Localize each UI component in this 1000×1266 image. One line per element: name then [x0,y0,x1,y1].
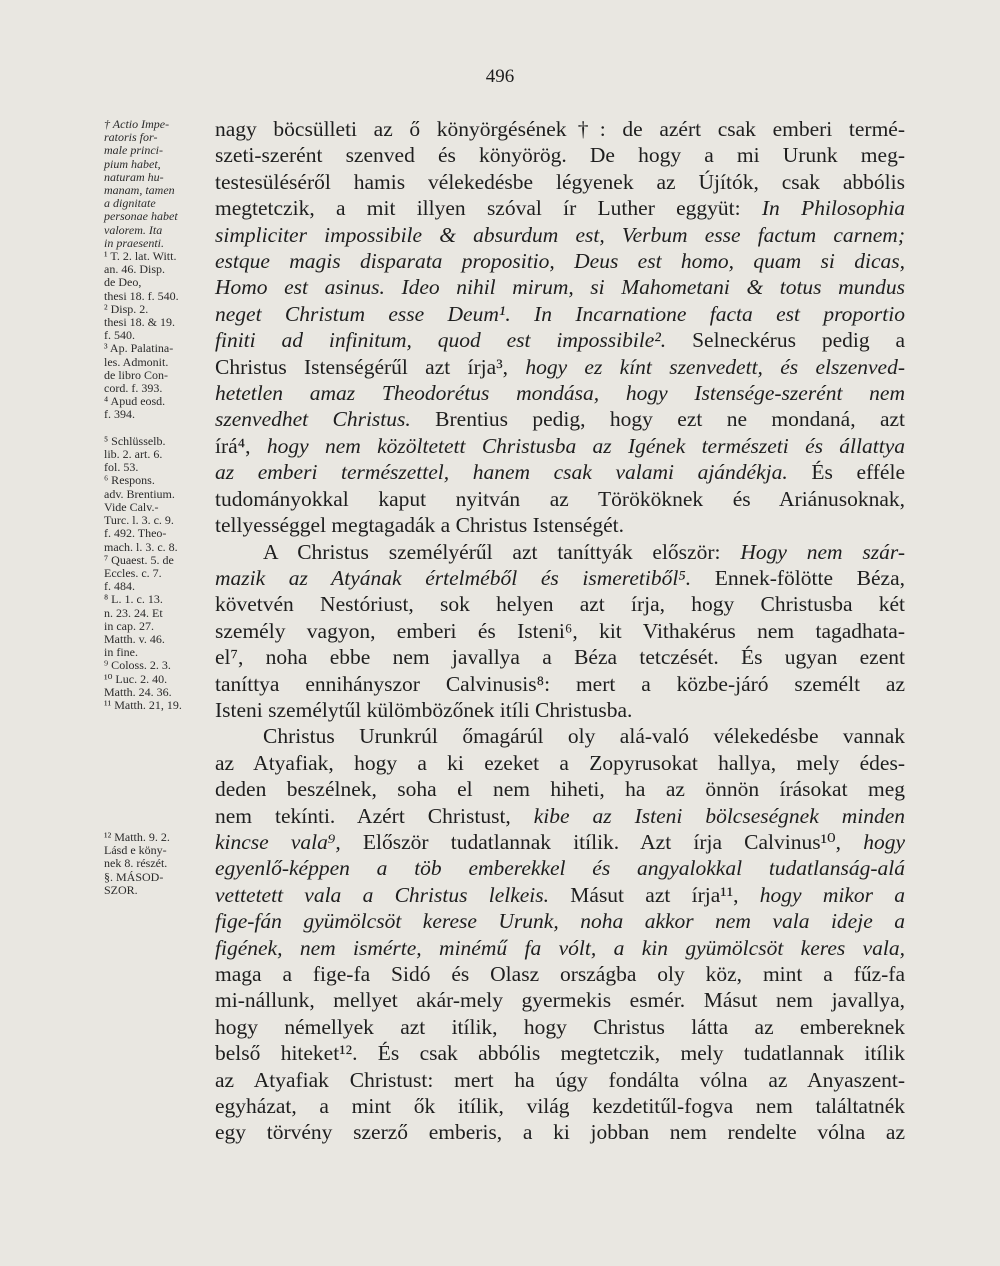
margin-note-line [104,818,212,831]
italic-text: kibe az Isteni bölcseségnek minden [533,803,906,828]
text-line [215,327,905,353]
margin-note-line: Vide Calv.- [104,499,159,514]
margin-note-line [104,422,212,435]
roman-text: egyházat, a mint ők itílik, világ kezdetitűl-fogva nem találtatnék [215,1094,905,1119]
roman-text: Isteni személytűl külömbözőnek itíli Christusba. [215,697,633,722]
margin-note-line [104,752,212,765]
margin-note-line: in praesenti. [104,235,164,250]
italic-text: szenvedhet Christus. [215,407,436,432]
margin-note-line: mach. l. 3. c. 8. [104,539,178,554]
roman-text: megtetczik, a mit illyen szóval ír Luther eggyüt: [215,196,762,221]
text-line [215,776,905,802]
margin-note-line: f. 484. [104,579,135,594]
text-line [215,116,905,142]
margin-note-line: ¹¹ Matth. 21, 19. [104,697,182,712]
roman-text: Christus Urunkrúl őmagárúl oly alá-való vélekedésbe vannak [263,724,905,749]
margin-note-line: pium habet, [104,156,161,171]
margin-note-line: † Actio Impe- [104,117,170,131]
text-line [215,644,905,670]
margin-note-line: Turc. l. 3. c. 9. [104,513,174,528]
margin-note-line: f. 540. [104,328,135,343]
page-number: 496 [485,66,515,87]
roman-text: követvén Nestóriust, sok helyen azt írja, hogy Christusba két [215,592,905,617]
margin-note-line: ratoris for- [104,130,158,145]
roman-text: tudományokkal kaput nyitván az Törököknek és Ariánusoknak, [215,486,905,511]
margin-note-line: thesi 18. & 19. [104,315,175,330]
margin-note-line: ⁵ Schlüsselb. [104,433,166,448]
text-line [215,882,905,908]
margin-note-line: valorem. Ita [104,222,163,237]
margin-note-line: ⁶ Respons. [104,473,155,488]
italic-text: figének, nem ismérte, minémű fa vólt, a kin gyümölcsöt keres vala, [215,935,905,960]
italic-text: vettetett vala a Christus lelkeis. [215,882,571,907]
margin-note-line: manam, tamen [104,183,175,198]
roman-text: személy vagyon, emberi és Isteni⁶, kit Vithakérus nem tagadhata- [215,618,905,643]
text-line [215,1093,905,1119]
roman-text: Selneckérus pedig a [692,328,906,353]
margin-note-line: fol. 53. [104,460,139,475]
roman-text: belső hiteket¹². És csak abbólis megtetczik, mely tudatlannak itílik [215,1041,905,1066]
margin-note-line: ⁴ Apud eosd. [104,394,166,409]
text-line [215,855,905,881]
text-line [215,829,905,855]
margin-note-line: thesi 18. f. 540. [104,288,179,303]
margin-note-line: Matth. v. 46. [104,631,165,646]
main-text-column [215,116,905,1146]
margin-note-line: lib. 2. art. 6. [104,447,163,462]
italic-text: kincse vala⁹, [215,829,363,854]
margin-note-line: ³ Ap. Palatina- [104,341,174,356]
margin-note-line: Lásd e köny- [104,843,167,858]
text-line [215,1067,905,1093]
margin-note-line: Matth. 24. 36. [104,684,172,699]
text-line [215,539,905,565]
italic-text: Hogy nem szár- [740,539,905,564]
roman-text: az Atyafiak Christust: mert ha úgy fondálta vólna az Anyaszent- [215,1067,905,1092]
text-line [215,671,905,697]
italic-text: fige-fán gyümölcsöt kerese Urunk, noha akkor nem vala ideje a [215,909,905,934]
margin-note-line [104,712,212,725]
margin-note-line: ¹ T. 2. lat. Witt. [104,249,177,264]
text-line [215,618,905,644]
margin-note-line: ¹² Matth. 9. 2. [104,829,170,844]
margin-note-line: in cap. 27. [104,618,154,633]
roman-text: nagy böcsülleti az ő könyörgésének†: de azért csak emberi termé- [215,117,905,141]
text-line [215,935,905,961]
text-line [215,248,905,274]
text-line [215,433,905,459]
italic-text: finiti ad infinitum, quod est impossibile². [215,328,693,353]
text-line [215,169,905,195]
margin-note-line: ⁸ L. 1. c. 13. [104,592,163,607]
margin-note-line: cord. f. 393. [104,381,163,396]
italic-text: mazik az Atyának értelméből és ismeretiből⁵. [215,565,715,590]
roman-text: nem tekínti. Azért Christust, [215,803,534,828]
text-line [215,723,905,749]
text-line [215,274,905,300]
text-line [215,354,905,380]
text-line [215,961,905,987]
roman-text: És efféle [811,460,905,485]
text-line [215,908,905,934]
text-line [215,486,905,512]
roman-text: A Christus személyérűl azt taníttyák először: [263,539,741,564]
margin-note-line: Eccles. c. 7. [104,565,162,580]
text-line [215,222,905,248]
margin-notes-column [104,118,212,897]
roman-text: szeti-szerént szenved és könyörög. De hogy a mi Urunk meg- [215,143,905,168]
margin-note-line [104,805,212,818]
margin-note-line: male princi- [104,143,163,158]
italic-text: estque magis disparata propositio, Deus est homo, quam si dicas, [215,249,905,274]
text-line [215,565,905,591]
roman-text: Másut azt írja¹¹, [570,882,760,907]
margin-note-line: ¹⁰ Luc. 2. 40. [104,671,168,686]
text-line [215,803,905,829]
italic-text: Homo est asinus. Ideo nihil mirum, si Mahometani & totus mundus [215,275,905,300]
margin-note-line: f. 394. [104,407,135,422]
roman-text: maga a fige-fa Sidó és Olasz országba oly köz, mint a fűz-fa [215,962,905,986]
margin-note-line: ⁹ Coloss. 2. 3. [104,658,171,673]
italic-text: In Philosophia [761,196,905,221]
italic-text: egyenlő-képpen a töb emberekkel és angyalokkal tudatlanság-alá [215,856,905,881]
margin-note-line: ⁷ Quaest. 5. de [104,552,174,567]
margin-note-line: a dignitate [104,196,156,211]
roman-text: az Atyafiak, hogy a ki ezeket a Zopyrusokat hallya, mely édes- [215,750,905,775]
text-line [215,750,905,776]
roman-text: mi-nállunk, mellyet akár-mely gyermekis esmér. Másut nem javallya, [215,988,905,1013]
italic-text: hogy nem közöltetett Christusba az Igének természeti és állattya [266,433,905,458]
italic-text: hogy [863,829,905,854]
text-line [215,459,905,485]
text-line [215,380,905,406]
roman-text: testesüléséről hamis vélekedésbe légyenek az Újítók, csak abbólis [215,169,905,194]
margin-note-line: nek 8. részét. [104,856,168,871]
margin-note-line [104,791,212,804]
text-line [215,1040,905,1066]
italic-text: hogy mikor a [759,882,905,907]
margin-note-line [104,725,212,738]
roman-text: egy törvény szerző emberis, a ki jobban nem rendelte vólna az [215,1120,905,1145]
text-line [215,406,905,432]
margin-note-line: §. MÁSOD- [104,869,164,884]
italic-text: simpliciter impossibile & absurdum est, Verbum esse factum carnem; [215,222,905,247]
text-line [215,142,905,168]
text-line [215,512,905,538]
italic-text: neget Christum esse Deum¹. In Incarnatione facta est proportio [215,301,905,326]
margin-note-line: n. 23. 24. Et [104,605,163,620]
margin-note-line: les. Admonit. [104,354,169,369]
margin-note-line: f. 492. Theo- [104,526,167,541]
roman-text: Először tudatlannak itílik. Azt írja Calvinus¹⁰, [362,829,864,854]
text-line [215,301,905,327]
margin-note-line: adv. Brentium. [104,486,175,501]
roman-text: deden beszélnek, soha el nem hiheti, ha az önnön írásokat meg [215,777,905,802]
roman-text: írá⁴, [215,433,267,458]
margin-note-line [104,739,212,752]
margin-note-line: naturam hu- [104,169,164,184]
roman-text: tellyességgel megtagadák a Christus Istenségét. [215,513,624,538]
margin-note-line [104,765,212,778]
margin-note-line: de libro Con- [104,367,168,382]
margin-note-line: an. 46. Disp. [104,262,165,277]
margin-note-line: personae habet [104,209,178,224]
italic-text: hogy ez kínt szenvedett, és elszenved- [525,354,905,379]
roman-text: el⁷, noha ebbe nem javallya a Béza tetczését. És ugyan ezent [215,645,905,670]
margin-note-line: ² Disp. 2. [104,301,149,316]
text-line [215,987,905,1013]
text-line [215,195,905,221]
text-line [215,1014,905,1040]
margin-note-line: de Deo, [104,275,142,290]
roman-text: Ennek-fölötte Béza, [714,565,905,590]
roman-text: hogy némellyek azt itílik, hogy Christus látta az embereknek [215,1014,905,1039]
margin-note-line: SZOR. [104,882,138,897]
margin-note-line: in fine. [104,645,138,660]
text-line [215,697,905,723]
margin-note-line [104,778,212,791]
italic-text: az emberi természettel, hanem csak valami ajándékja. [215,460,812,485]
text-line [215,1119,905,1145]
text-line [215,591,905,617]
italic-text: hetetlen amaz Theodorétus mondása, hogy Istensége-szerént nem [215,381,905,406]
roman-text: Brentius pedig, hogy ezt ne mondaná, azt [435,407,905,432]
roman-text: Christus Istenségérűl azt írja³, [215,354,526,379]
roman-text: taníttya ennihányszor Calvinusis⁸: mert a közbe-járó személt az [215,671,905,696]
